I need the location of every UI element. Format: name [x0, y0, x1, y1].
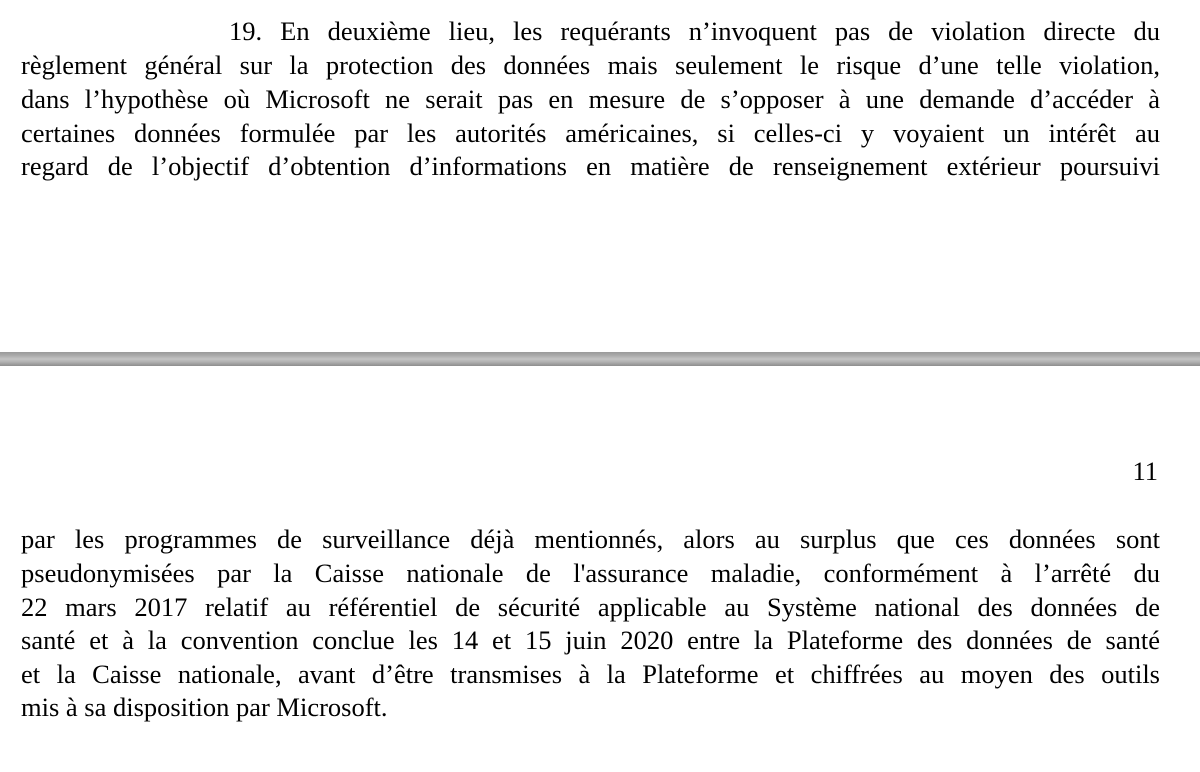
paragraph-line: regard de l’objectif d’obtention d’informations en matière de renseignement extérieur poursuivi [21, 151, 1160, 181]
paragraph-line: par les programmes de surveillance déjà mentionnés, alors au surplus que ces données sont [21, 524, 1160, 554]
paragraph-line: santé et à la convention conclue les 14 et 15 juin 2020 entre la Plateforme des données de santé [21, 625, 1160, 655]
paragraph-line: pseudonymisées par la Caisse nationale de l'assurance maladie, conformément à l’arrêté du [21, 558, 1160, 588]
paragraph-line: 22 mars 2017 relatif au référentiel de sécurité applicable au Système national des données de [21, 592, 1160, 622]
page-number: 11 [1132, 456, 1158, 486]
paragraph-line: et la Caisse nationale, avant d’être transmises à la Plateforme et chiffrées au moyen des outils [21, 659, 1160, 689]
paragraph-line: règlement général sur la protection des données mais seulement le risque d’une telle violation, [21, 50, 1160, 80]
paragraph-line: 19. En deuxième lieu, les requérants n’invoquent pas de violation directe du [229, 16, 1160, 46]
page-break-separator [0, 352, 1200, 366]
paragraph-line: certaines données formulée par les autorités américaines, si celles-ci y voyaient un intérêt au [21, 118, 1160, 148]
paragraph-line: dans l’hypothèse où Microsoft ne serait pas en mesure de s’opposer à une demande d’accéder à [21, 84, 1160, 114]
paragraph-line: mis à sa disposition par Microsoft. [21, 692, 388, 722]
